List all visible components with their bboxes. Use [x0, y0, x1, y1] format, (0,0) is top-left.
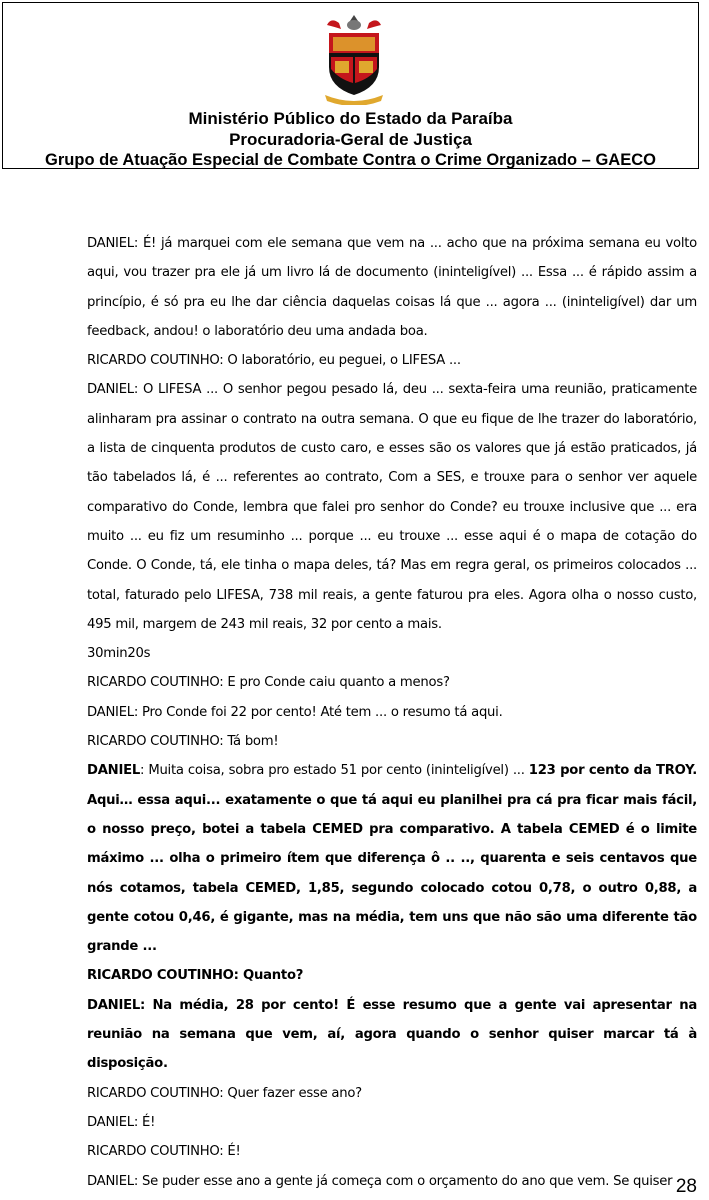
speaker-name: DANIEL: [87, 763, 141, 779]
paragraph-bold: 123 por cento da TROY. Aqui… essa aqui... exatamente o que tá aqui eu planilhei pra cá pra ficar mais fácil, o nosso preço, botei a tabela CEMED pra comparativo. A tabela CEMED é o limite máximo ... olha o primeiro ítem que diferença ô .. .., quarenta e seis centavos que nós cotamos, tabela CEMED, 1,85, segundo colocado cotou 0,78, o outro 0,88, a gente cotou 0,46, é gigante, mas na média, tem uns que não são uma diferente tão grande ...: [87, 763, 697, 955]
paragraph: DANIEL: É! já marquei com ele semana que vem na ... acho que na próxima semana eu volto aqui, vou trazer pra ele já um livro lá de documento (ininteligível) ... Essa ... é rápido assim a princípio, é só pra eu lhe dar ciência daquelas coisas lá que ... agora ... (ininteligível) dar um feedback, andou! o laboratório deu uma andada boa.: [87, 236, 697, 339]
institution-subdivision: Procuradoria-Geral de Justiça: [229, 130, 472, 149]
transcript-body: [87, 229, 697, 1196]
paragraph: RICARDO COUTINHO: Quanto?: [87, 968, 304, 984]
paragraph: DANIEL: Na média, 28 por cento! É esse resumo que a gente vai apresentar na reunião na semana que vem, aí, agora quando o senhor quiser marcar tá à disposição.: [87, 997, 697, 1072]
institution-name: Ministério Público do Estado da Paraíba: [188, 109, 513, 128]
paragraph: [87, 756, 697, 961]
paragraph: RICARDO COUTINHO: Tá bom!: [87, 734, 279, 750]
timestamp: 30min20s: [87, 646, 151, 662]
paragraph-plain: : Muita coisa, sobra pro estado 51 por cento (ininteligível) ...: [140, 763, 529, 779]
paragraph: RICARDO COUTINHO: O laboratório, eu peguei, o LIFESA ...: [87, 353, 461, 369]
paragraph: DANIEL: Se puder esse ano a gente já começa com o orçamento do ano que vem. Se quiser: [87, 1173, 673, 1189]
coat-of-arms-logo: [321, 13, 387, 105]
group-name: Grupo de Atuação Especial de Combate Contra o Crime Organizado – GAECO: [45, 151, 656, 169]
paragraph: RICARDO COUTINHO: É!: [87, 1144, 241, 1160]
paragraph: RICARDO COUTINHO: Quer fazer esse ano?: [87, 1085, 362, 1101]
paragraph: DANIEL: Pro Conde foi 22 por cento! Até tem ... o resumo tá aqui.: [87, 704, 503, 720]
paragraph: RICARDO COUTINHO: E pro Conde caiu quanto a menos?: [87, 675, 450, 691]
paragraph: DANIEL: É!: [87, 1114, 156, 1130]
page-number: 28: [675, 1176, 697, 1197]
paragraph: DANIEL: O LIFESA ... O senhor pegou pesado lá, deu ... sexta-feira uma reunião, praticamente alinharam pra assinar o contrato na outra semana. O que eu fique de lhe trazer do laboratório, a lista de cinquenta produtos de custo caro, e esses são os valores que já estão praticados, já tão tabelados lá, é ... referentes ao contrato, Com a SES, e trouxe para o senhor ver aquele comparativo do Conde, lembra que falei pro senhor do Conde? eu trouxe inclusive que ... era muito ... eu fiz um resuminho ... porque ... eu trouxe ... esse aqui é o mapa de cotação do Conde. O Conde, tá, ele tinha o mapa deles, tá? Mas em regra geral, os primeiros colocados ... total, faturado pelo LIFESA, 738 mil reais, a gente faturou pra eles. Agora olha o nosso custo, 495 mil, margem de 243 mil reais, 32 por cento a mais.: [87, 382, 697, 632]
letterhead: [2, 2, 699, 169]
